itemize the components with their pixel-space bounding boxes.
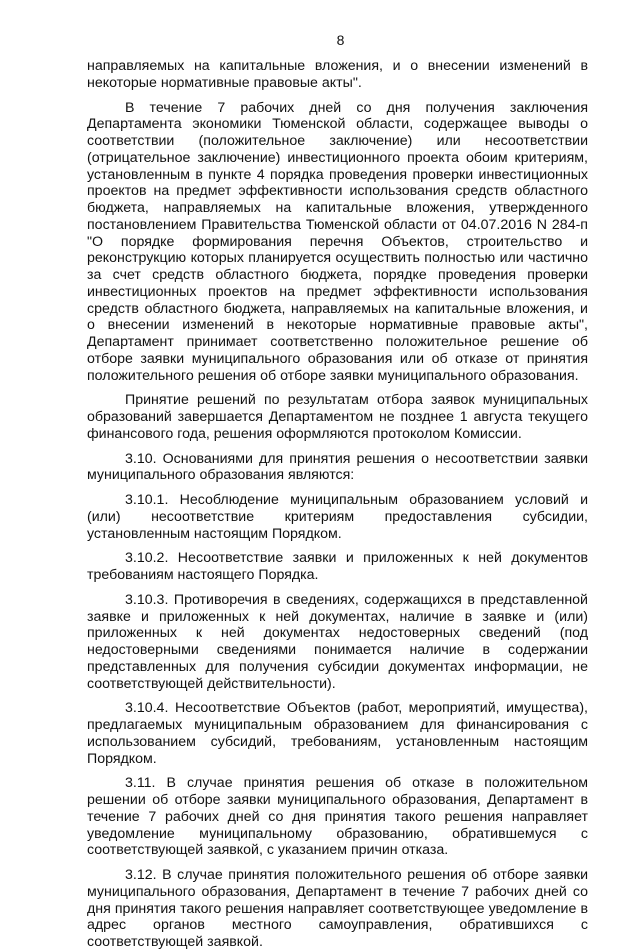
- paragraph-3-12: 3.12. В случае принятия положительного решения об отборе заявки муниципального образования, Департамент в течение 7 рабочих дней со дня принятия такого решения направляет соответствующее уведомление в адрес органов местного самоуправления, обратившихся с соответствующей заявкой.: [87, 867, 588, 950]
- paragraph-3-10-2: 3.10.2. Несоответствие заявки и приложенных к ней документов требованиям настоящего Порядка.: [87, 550, 588, 583]
- paragraph-continuation: направляемых на капитальные вложения, и о внесении изменений в некоторые нормативные правовые акты".: [87, 58, 588, 91]
- page-number: 8: [336, 32, 345, 48]
- paragraph-decision-deadline: Принятие решений по результатам отбора заявок муниципальных образований завершается Департаментом не позднее 1 августа текущего финансового года, решения оформляются протоколом Комиссии.: [87, 392, 588, 442]
- paragraph-3-10-3: 3.10.3. Противоречия в сведениях, содержащихся в представленной заявке и приложенных к ней документах, наличие в заявке и (или) приложенных к ней документах недостоверных сведений (под недостоверными сведениями понимается наличие в содержании представленных для получения субсидии документах информации, не соответствующей действительности).: [87, 591, 588, 692]
- paragraph-3-10-4: 3.10.4. Несоответствие Объектов (работ, мероприятий, имущества), предлагаемых муниципальным образованием для финансирования с использованием субсидий, требованиям, установленным настоящим Порядком.: [87, 700, 588, 767]
- paragraph-3-10-1: 3.10.1. Несоблюдение муниципальным образованием условий и (или) несоответствие критериям предоставления субсидии, установленным настоящим Порядком.: [87, 492, 588, 542]
- paragraph-review-period: В течение 7 рабочих дней со дня получения заключения Департамента экономики Тюменской области, содержащее выводы о соответствии (положительное заключение) или несоответствии (отрицательное заключение) инвестиционного проекта обоим критериям, установленным в пункте 4 порядка проведения проверки инвестиционных проектов на предмет эффективности использования средств областного бюджета, направляемых на капитальные вложения, утвержденного постановлением Правительства Тюменской области от 04.07.2016 N 284-п "О порядке формирования перечня Объектов, строительство и реконструкцию которых планируется осуществить полностью или частично за счет средств областного бюджета, порядке проведения проверки инвестиционных проектов на предмет эффективности использования средств областного бюджета, направляемых на капитальные вложения, и о внесении изменений в некоторые нормативные правовые акты", Департамент принимает соответственно положительное решение об отборе заявки муниципального образования или об отказе от принятия положительного решения об отборе заявки муниципального образования.: [87, 99, 588, 384]
- paragraph-3-10: 3.10. Основаниями для принятия решения о несоответствии заявки муниципального образования являются:: [87, 450, 588, 484]
- paragraph-3-11: 3.11. В случае принятия решения об отказе в положительном решении об отборе заявки муниципального образования, Департамент в течение 7 рабочих дней со дня принятия такого решения направляет уведомление муниципальному образованию, обратившемуся с соответствующей заявкой, с указанием причин отказа.: [87, 775, 588, 859]
